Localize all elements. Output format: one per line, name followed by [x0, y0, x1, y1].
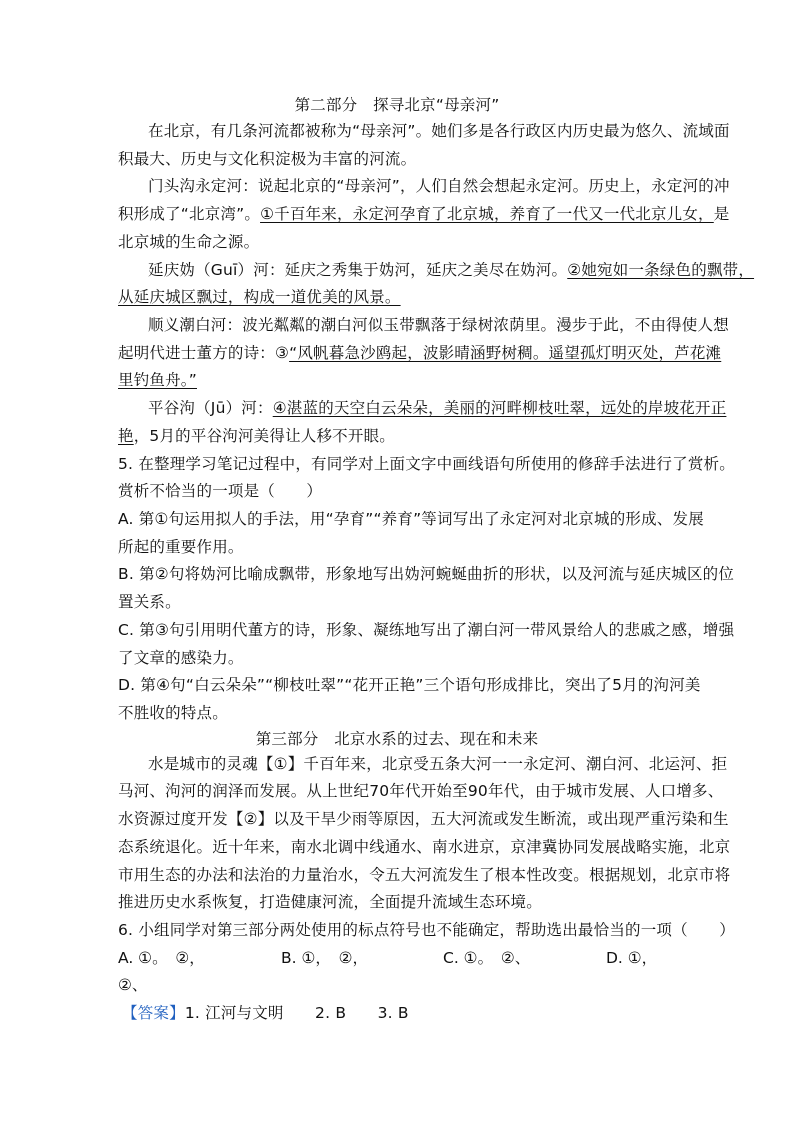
q5-option-a-1: A. 第①句运用拟人的手法，用“孕育”“养育”等词写出了永定河对北京城的形成、发展: [118, 510, 704, 528]
ju-line-2: [118, 426, 395, 446]
q6-option-d: D. ①，: [606, 949, 658, 967]
chaobai-text-a: 起明代进士董方的诗：③: [118, 344, 290, 362]
q5-option-c-1: C. 第③句引用明代董方的诗，形象、凝练地写出了潮白河一带风景给人的悲戚之感，增强: [118, 621, 735, 639]
answer-text: 1. 江河与文明 2. B 3. B: [184, 1004, 409, 1022]
q6-option-a: A. ①。 ②，: [118, 949, 205, 967]
ju-text-a: 平谷泃（Jū）河：: [148, 399, 273, 417]
part3-line-2: 马河、泃河的润泽而发展。从上世纪70年代开始至90年代，由于城市发展、人口增多、: [118, 782, 724, 800]
yongding-line-3: 北京城的生命之源。: [118, 233, 260, 251]
q6-stem: 6. 小组同学对第三部分两处使用的标点符号也不能确定，帮助选出最恰当的一项（ ）: [118, 921, 735, 939]
q6-option-c: C. ①。 ②、: [443, 949, 531, 967]
underlined-sentence-3a: “风帆暮急沙鸥起，波影晴涵野树稠。遥望孤灯明灭处，芦花滩: [289, 344, 722, 362]
underlined-sentence-2a: ②她宛如一条绿色的飘带，: [567, 261, 755, 279]
part3-line-3: 水资源过度开发【②】以及干旱少雨等原因，五大河流或发生断流，或出现严重污染和生: [118, 810, 729, 828]
yongding-line-1: 门头沟永定河：说起北京的“母亲河”，人们自然会想起永定河。历史上，永定河的冲: [148, 177, 730, 195]
gui-text-a: 延庆妫（Guī）河：延庆之秀集于妫河，延庆之美尽在妫河。: [148, 261, 568, 279]
part3-line-4: 态系统退化。近十年来，南水北调中线通水、南水进京，京津冀协同发展战略实施，北京: [118, 838, 731, 856]
part3-line-1: 水是城市的灵魂【①】千百年来，北京受五条大河一一永定河、潮白河、北运河、拒: [148, 755, 728, 773]
chaobai-line-2: [118, 343, 721, 363]
part2-title: 第二部分 探寻北京“母亲河”: [294, 96, 500, 114]
q5-option-d-2: 不胜收的特点。: [118, 704, 228, 722]
q5-option-d-1: D. 第④句“白云朵朵”“柳枝吐翠”“花开正艳”三个语句形成排比，突出了5月的泃河美: [118, 676, 701, 694]
underlined-sentence-4a: ④湛蓝的天空白云朵朵，美丽的河畔柳枝吐翠，远处的岸坡花开正: [272, 399, 727, 417]
intro-line-2: 积最大、历史与文化积淀极为丰富的河流。: [118, 150, 417, 168]
answer-tag: 【答案】: [122, 1004, 185, 1022]
yongding-line-2: [118, 204, 729, 224]
ju-text-b: ，5月的平谷泃河美得让人移不开眼。: [133, 427, 395, 445]
ju-line-1: [148, 398, 726, 418]
underlined-sentence-1: ①千百年来，永定河孕育了北京城，养育了一代又一代北京儿女，: [260, 205, 714, 223]
q5-stem-2: 赏析不恰当的一项是（ ）: [118, 482, 323, 500]
underlined-sentence-4b: 艳: [118, 427, 134, 445]
yongding-text-c: 是: [713, 205, 730, 223]
underlined-sentence-2b: 从延庆城区飘过，构成一道优美的风景。: [118, 288, 401, 306]
part3-line-6: 推进历史水系恢复，打造健康河流，全面提升流域生态环境。: [118, 893, 542, 911]
part3-title: 第三部分 北京水系的过去、现在和未来: [255, 730, 539, 748]
q5-option-c-2: 了文章的感染力。: [118, 649, 244, 667]
yongding-text-a: 积形成了“北京湾”。: [118, 205, 261, 223]
chaobai-line-1: 顺义潮白河：波光粼粼的潮白河似玉带飘落于绿树浓荫里。漫步于此，不由得使人想: [148, 316, 729, 334]
q5-stem-1: 5. 在整理学习笔记过程中，有同学对上面文字中画线语句所使用的修辞手法进行了赏析。: [118, 455, 735, 473]
q5-option-b-2: 置关系。: [118, 593, 181, 611]
q6-option-d-continued: ②、: [118, 976, 148, 994]
part3-line-5: 市用生态的办法和法治的力量治水，令五大河流发生了根本性改变。根据规划，北京市将: [118, 866, 731, 884]
intro-line-1: 在北京，有几条河流都被称为“母亲河”。她们多是各行政区内历史最为悠久、流域面: [148, 122, 730, 140]
answer-line: [122, 1003, 409, 1023]
gui-line-1: [148, 260, 754, 280]
underlined-sentence-3b: 里钓鱼舟。”: [118, 371, 197, 389]
q5-option-b-1: B. 第②句将妫河比喻成飘带，形象地写出妫河蜿蜒曲折的形状，以及河流与延庆城区的位: [118, 565, 735, 583]
q6-option-b: B. ①， ②，: [281, 949, 369, 967]
q5-option-a-2: 所起的重要作用。: [118, 538, 244, 556]
